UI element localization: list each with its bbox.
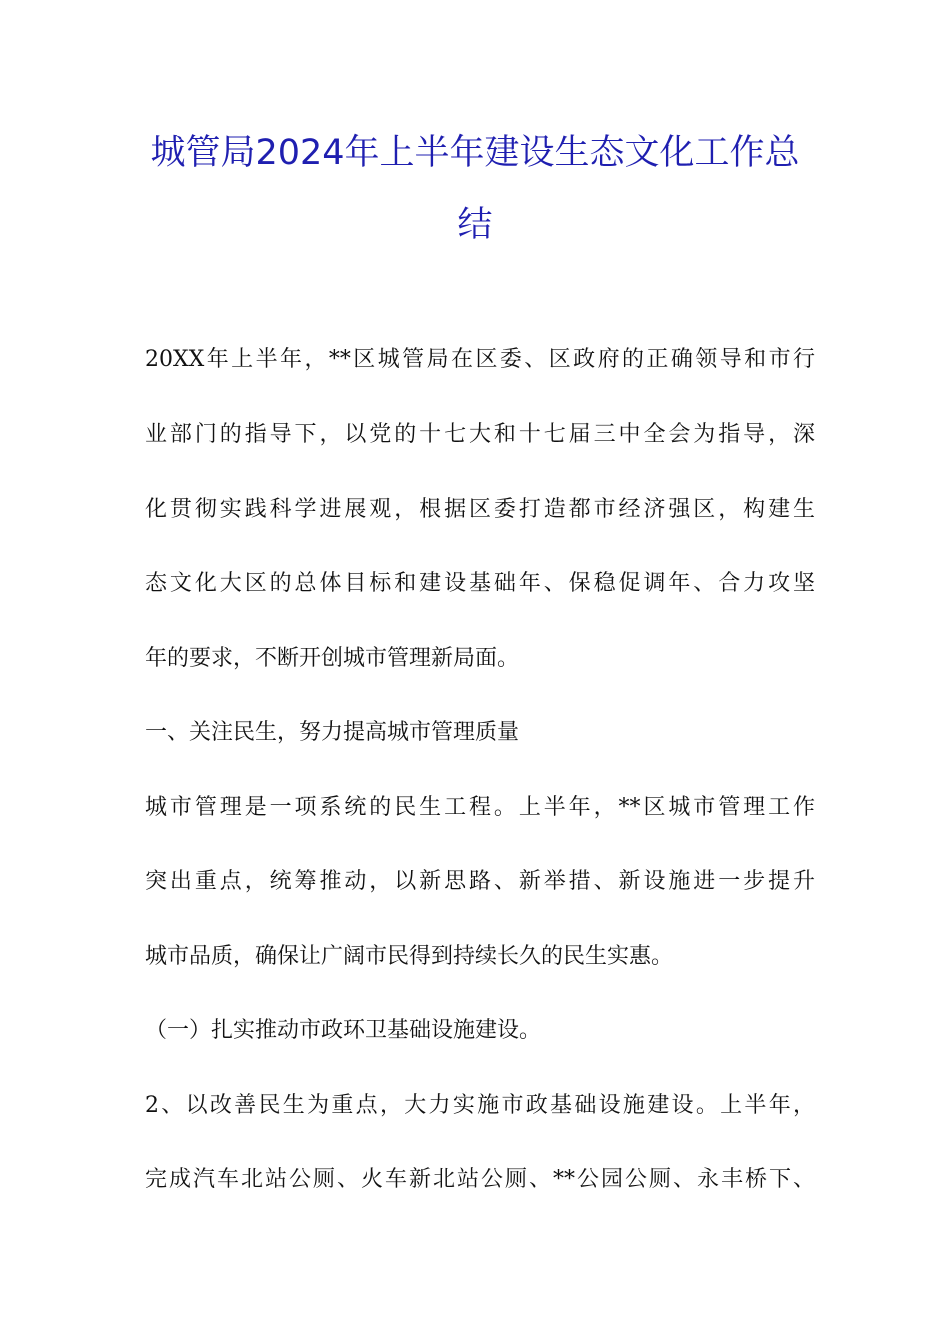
paragraph-line: 态文化大区的总体目标和建设基础年、保稳促调年、合力攻坚 [145,571,815,596]
document-title-line-1: 城管局2024年上半年建设生态文化工作总 [150,133,800,173]
document-title-line-2: 结 [457,205,493,245]
subsection-heading: （一）扎实推动市政环卫基础设施建设。 [145,1018,542,1043]
paragraph-line: 城市管理是一项系统的民生工程。上半年，**区城市管理工作 [145,795,815,820]
section-heading: 一、关注民生，努力提高城市管理质量 [145,720,520,745]
paragraph-line: 化贯彻实践科学进展观，根据区委打造都市经济强区，构建生 [145,497,815,522]
paragraph-line: 业部门的指导下，以党的十七大和十七届三中全会为指导，深 [145,422,815,447]
paragraph-line: 完成汽车北站公厕、火车新北站公厕、**公园公厕、永丰桥下、 [145,1167,815,1192]
paragraph-line: 年的要求，不断开创城市管理新局面。 [145,646,520,671]
paragraph-line: 2、以改善民生为重点，大力实施市政基础设施建设。上半年， [145,1093,815,1118]
paragraph-line: 城市品质，确保让广阔市民得到持续长久的民生实惠。 [145,944,674,969]
paragraph-line: 突出重点，统筹推动，以新思路、新举措、新设施进一步提升 [145,869,815,894]
paragraph-line: 20XX年上半年，**区城管局在区委、区政府的正确领导和市行 [145,347,815,372]
